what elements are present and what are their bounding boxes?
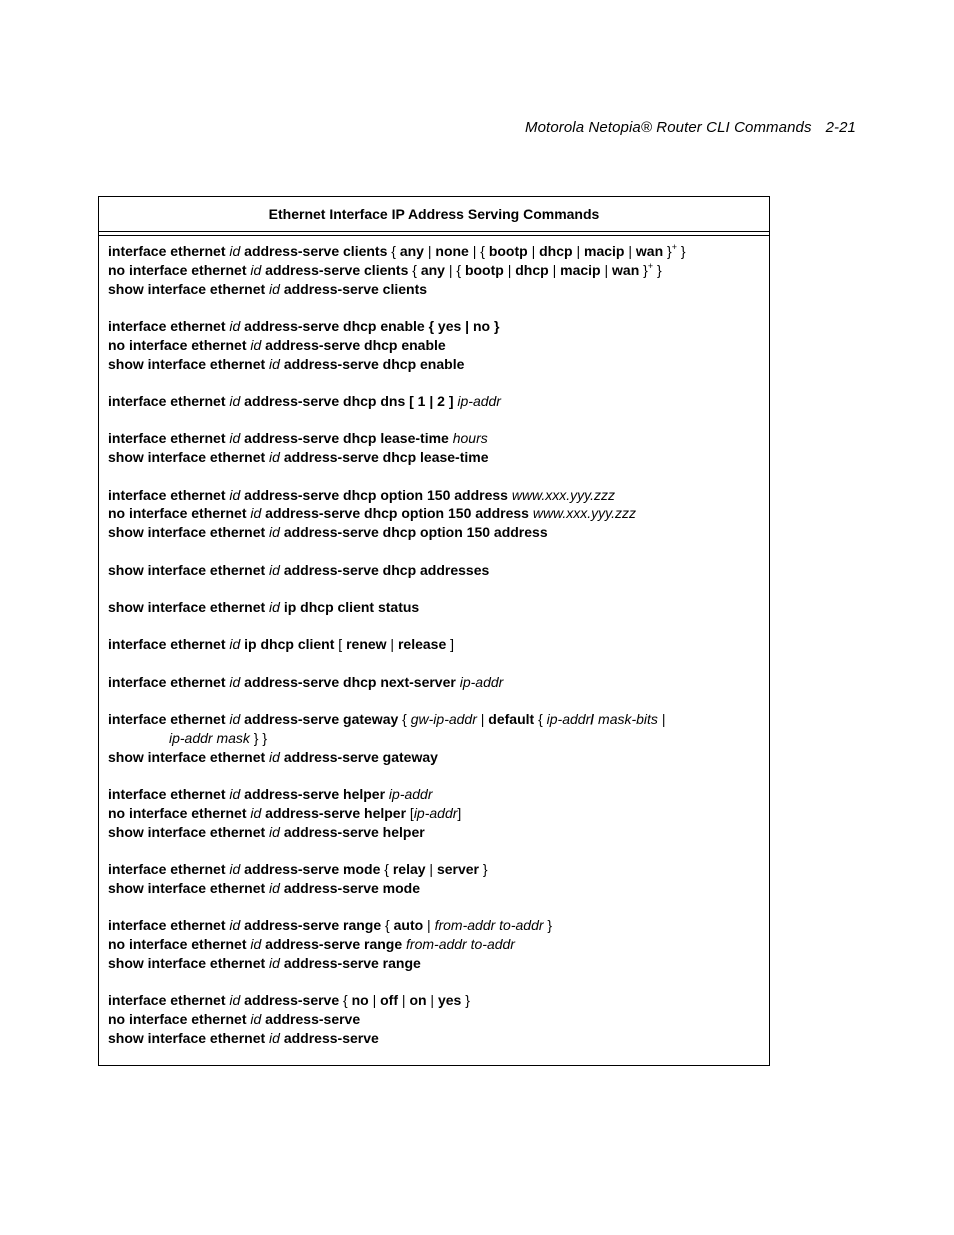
command-line [108, 336, 760, 355]
command-syntax: | [600, 261, 613, 278]
command-syntax: } [461, 992, 470, 1009]
command-line [108, 561, 760, 580]
command-keyword: none [435, 243, 469, 259]
command-parameter: id [250, 936, 262, 953]
command-parameter: id [229, 243, 241, 259]
command-keyword: interface ethernet [108, 243, 230, 259]
command-keyword: show interface ethernet [108, 823, 270, 840]
command-keyword: address-serve [279, 1029, 379, 1046]
command-keyword: address-serve dhcp option 150 address [261, 505, 533, 522]
command-keyword: address-serve dhcp enable [279, 355, 465, 372]
command-keyword: no interface ethernet [108, 336, 251, 353]
command-syntax: | [476, 711, 489, 728]
page-number: 2-21 [825, 119, 856, 136]
command-group [108, 561, 760, 580]
command-keyword: show interface ethernet [108, 748, 270, 765]
command-syntax: + [647, 260, 654, 271]
command-parameter: hours [452, 430, 488, 447]
commands-list [99, 236, 769, 1048]
command-keyword: yes [437, 992, 462, 1009]
command-line [108, 823, 760, 842]
command-keyword: address-serve dhcp addresses [279, 561, 490, 578]
command-keyword: any [399, 243, 424, 259]
command-group [108, 785, 760, 841]
command-keyword: address-serve range [279, 954, 421, 971]
command-syntax: [ [409, 804, 414, 821]
command-keyword: show interface ethernet [108, 598, 270, 615]
command-parameter: id [229, 786, 241, 803]
command-group [108, 916, 760, 972]
command-keyword: bootp [464, 261, 504, 278]
command-keyword: show interface ethernet [108, 1029, 270, 1046]
command-keyword: show interface ethernet [108, 524, 270, 541]
command-parameter: id [250, 336, 262, 353]
command-syntax: | [503, 261, 516, 278]
command-syntax: } } [249, 729, 268, 746]
command-keyword: show interface ethernet [108, 449, 270, 466]
command-line [108, 635, 760, 654]
command-group [108, 598, 760, 617]
command-keyword: wan [635, 243, 664, 259]
command-parameter: id [229, 673, 241, 690]
command-keyword: on [409, 992, 427, 1009]
command-keyword: interface ethernet [108, 711, 230, 728]
command-keyword: address-serve mode [240, 861, 385, 878]
command-keyword: renew [346, 636, 387, 653]
command-keyword: address-serve dhcp option 150 address [279, 524, 548, 541]
command-keyword: no interface ethernet [108, 1011, 251, 1028]
command-keyword: interface ethernet [108, 786, 230, 803]
command-syntax: | [368, 992, 381, 1009]
command-keyword: release [397, 636, 447, 653]
command-parameter: id [269, 280, 280, 297]
command-syntax: | [624, 243, 636, 259]
command-keyword: no [351, 992, 369, 1009]
command-syntax: | { [468, 243, 489, 259]
command-line [108, 429, 760, 448]
command-keyword: address-serve dhcp enable { yes | no } [240, 317, 500, 334]
command-line [108, 504, 760, 523]
command-parameter: ip-addr [459, 673, 504, 690]
command-parameter: id [269, 561, 280, 578]
command-parameter: id [229, 636, 241, 653]
command-keyword: default [488, 711, 535, 728]
command-syntax: | [423, 243, 436, 259]
command-parameter: ip-addr [388, 786, 433, 803]
command-syntax: } [653, 261, 662, 278]
command-parameter: www.xxx.yyy.zzz [532, 505, 637, 522]
command-line [108, 598, 760, 617]
command-syntax: + [671, 242, 677, 252]
command-keyword: macip [560, 261, 601, 278]
running-header [525, 119, 856, 136]
command-keyword: macip [584, 243, 625, 259]
command-syntax: | [572, 243, 584, 259]
command-keyword: address-serve dhcp lease-time [240, 430, 453, 447]
command-line [108, 879, 760, 898]
command-syntax: | [423, 917, 435, 934]
command-keyword: no interface ethernet [108, 505, 251, 522]
command-syntax: } [479, 861, 488, 878]
command-parameter: ip-addr [413, 804, 458, 821]
command-line [108, 991, 760, 1010]
command-group [108, 429, 760, 467]
command-line [108, 317, 760, 336]
command-line [108, 729, 760, 748]
command-keyword: interface ethernet [108, 392, 230, 409]
command-line [108, 523, 760, 542]
command-keyword: auto [393, 917, 424, 934]
command-parameter: id [250, 505, 262, 522]
command-syntax: | { [444, 261, 465, 278]
command-keyword: address-serve dhcp dns [ 1 | 2 ] [240, 392, 458, 409]
command-syntax: | [548, 261, 561, 278]
command-keyword: ip dhcp client [240, 636, 339, 653]
command-syntax: ] [457, 804, 462, 821]
command-parameter: from-addr to-addr [406, 936, 515, 953]
command-keyword: interface ethernet [108, 486, 230, 503]
command-syntax: { [384, 861, 393, 878]
command-line [108, 935, 760, 954]
command-line [108, 486, 760, 505]
command-group [108, 673, 760, 692]
command-keyword: show interface ethernet [108, 879, 270, 896]
command-line [108, 673, 760, 692]
command-parameter: id [269, 879, 280, 896]
command-parameter: id [269, 524, 280, 541]
command-keyword: relay [392, 861, 426, 878]
command-group [108, 392, 760, 411]
command-parameter: id [229, 861, 241, 878]
command-line [108, 804, 760, 823]
running-header-title: Motorola Netopia® Router CLI Commands [525, 119, 812, 136]
command-group [108, 991, 760, 1047]
command-line [108, 355, 760, 374]
command-keyword: server [436, 861, 479, 878]
command-syntax: | [425, 861, 437, 878]
command-parameter: id [269, 355, 280, 372]
command-syntax: { [391, 243, 400, 259]
command-keyword: bootp [488, 243, 528, 259]
command-line [108, 710, 760, 729]
command-keyword: address-serve [261, 1011, 361, 1028]
command-keyword: address-serve clients [279, 280, 428, 297]
command-parameter: id [250, 1011, 262, 1028]
command-line [108, 748, 760, 767]
command-keyword: address-serve gateway [279, 748, 438, 765]
command-parameter: id [229, 711, 241, 728]
command-keyword: interface ethernet [108, 636, 230, 653]
command-line [108, 261, 760, 280]
command-syntax: } [543, 917, 553, 934]
command-syntax: ] [446, 636, 455, 653]
command-line [108, 1010, 760, 1029]
command-syntax: { [402, 711, 411, 728]
command-keyword: no interface ethernet [108, 261, 251, 278]
command-keyword: address-serve clients [261, 261, 413, 278]
command-parameter: id [269, 598, 280, 615]
command-group [108, 317, 760, 373]
command-line [108, 954, 760, 973]
command-keyword: show interface ethernet [108, 355, 270, 372]
command-line [108, 916, 760, 935]
command-keyword: show interface ethernet [108, 954, 270, 971]
command-line [108, 280, 760, 299]
command-parameter: id [269, 748, 280, 765]
command-group [108, 635, 760, 654]
command-syntax: } [663, 243, 672, 259]
command-parameter: www.xxx.yyy.zzz [511, 486, 616, 503]
command-line [108, 392, 760, 411]
command-syntax: { [412, 261, 421, 278]
command-keyword: / [590, 711, 595, 728]
command-parameter: id [269, 954, 280, 971]
command-syntax: { [343, 992, 352, 1009]
command-group [108, 860, 760, 898]
command-parameter: mask-bits [594, 711, 658, 728]
command-syntax: { [534, 711, 547, 728]
command-syntax: { [385, 917, 394, 934]
command-group [108, 710, 760, 766]
command-parameter: id [229, 486, 241, 503]
command-parameter: id [229, 317, 241, 334]
command-keyword: address-serve mode [279, 879, 421, 896]
command-keyword: interface ethernet [108, 861, 230, 878]
command-keyword: interface ethernet [108, 992, 230, 1009]
command-syntax: | [398, 992, 410, 1009]
command-keyword: address-serve clients [240, 243, 392, 259]
command-keyword: address-serve helper [261, 804, 410, 821]
command-parameter: id [269, 449, 280, 466]
command-keyword: address-serve gateway [240, 711, 403, 728]
command-syntax: | [657, 711, 666, 728]
command-syntax: } [639, 261, 648, 278]
command-line [108, 242, 760, 261]
command-keyword: no interface ethernet [108, 804, 251, 821]
command-keyword: interface ethernet [108, 917, 230, 934]
command-parameter: from-addr to-addr [434, 917, 544, 934]
command-parameter: ip-addr mask [169, 729, 250, 746]
command-keyword: dhcp [539, 243, 573, 259]
command-keyword: address-serve helper [279, 823, 425, 840]
command-keyword: dhcp [515, 261, 549, 278]
command-keyword: address-serve dhcp lease-time [279, 449, 489, 466]
command-parameter: gw-ip-addr [410, 711, 477, 728]
command-keyword: address-serve helper [240, 786, 389, 803]
command-keyword: any [420, 261, 445, 278]
command-parameter: ip-addr [546, 711, 591, 728]
command-syntax: [ [338, 636, 347, 653]
command-keyword: interface ethernet [108, 673, 230, 690]
command-line [108, 448, 760, 467]
command-keyword: wan [612, 261, 640, 278]
command-parameter: id [229, 992, 241, 1009]
command-syntax: } [676, 243, 686, 259]
command-syntax: | [527, 243, 540, 259]
command-parameter: id [269, 1029, 280, 1046]
command-group [108, 486, 760, 542]
command-line [108, 785, 760, 804]
command-keyword: address-serve range [261, 936, 407, 953]
command-keyword: off [380, 992, 399, 1009]
table-title: Ethernet Interface IP Address Serving Commands [99, 197, 769, 232]
command-keyword: ip dhcp client status [279, 598, 420, 615]
command-parameter: id [269, 823, 280, 840]
command-keyword: address-serve [240, 992, 344, 1009]
command-keyword: no interface ethernet [108, 936, 251, 953]
command-group [108, 242, 760, 298]
command-parameter: id [229, 392, 241, 409]
command-keyword: address-serve dhcp next-server [240, 673, 460, 690]
command-keyword: address-serve dhcp option 150 address [240, 486, 512, 503]
command-line [108, 860, 760, 879]
command-parameter: id [250, 261, 262, 278]
command-parameter: id [229, 917, 241, 934]
command-keyword: address-serve dhcp enable [261, 336, 446, 353]
command-keyword: interface ethernet [108, 430, 230, 447]
command-keyword: show interface ethernet [108, 561, 270, 578]
command-keyword: address-serve range [240, 917, 386, 934]
command-parameter: ip-addr [457, 392, 501, 409]
command-keyword: interface ethernet [108, 317, 230, 334]
command-syntax: | [426, 992, 438, 1009]
command-line [108, 1029, 760, 1048]
command-parameter: id [250, 804, 262, 821]
command-syntax: | [386, 636, 398, 653]
commands-table [98, 196, 770, 1066]
command-parameter: id [229, 430, 241, 447]
command-keyword: show interface ethernet [108, 280, 270, 297]
